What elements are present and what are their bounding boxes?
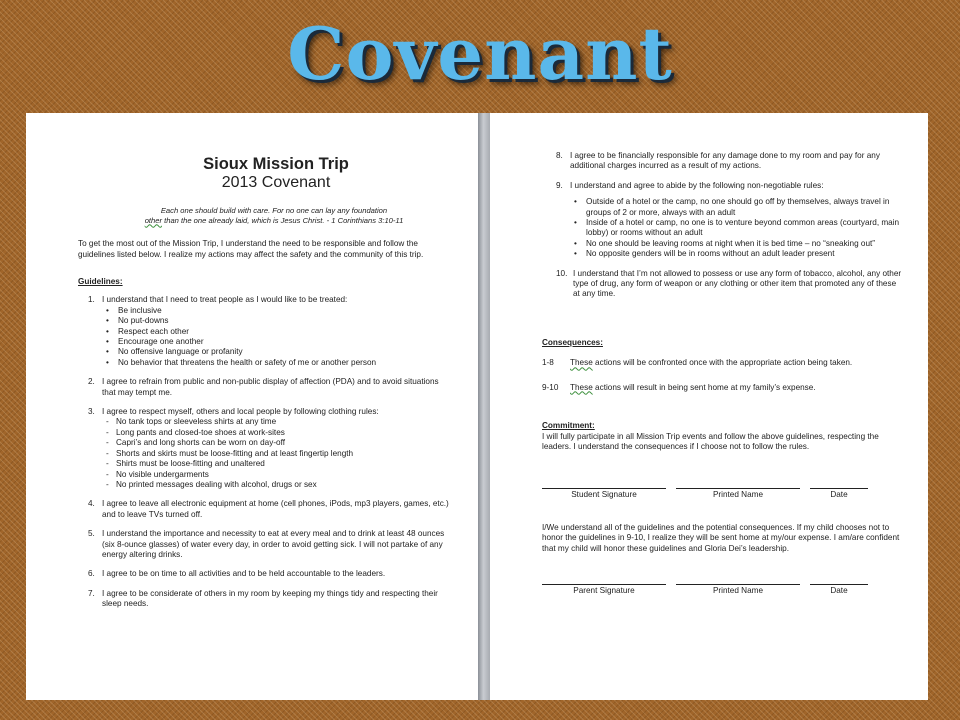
rule-text: I understand the importance and necessity to eat at every meal and to drink at least 48 ounces (six 8-ounce glasses) of water every day, in order to avoid getting sick. I will not partake of any energy altering drinks.	[102, 529, 445, 559]
rule-text: I agree to be financially responsible for any damage done to my room and pay for any additional charges incurred as a result of my actions.	[570, 151, 880, 171]
rule-dash-list	[104, 417, 454, 490]
consequence-these: These	[570, 382, 593, 392]
signature-label: Student Signature	[571, 490, 637, 500]
list-item: - No tank tops or sleeveless shirts at any time	[104, 417, 454, 427]
signature-line	[676, 584, 800, 585]
document-subtitle: 2013 Covenant	[221, 174, 331, 191]
consequence-these: These	[570, 358, 593, 368]
rule-number: 4.	[88, 499, 95, 509]
guidelines-heading: Guidelines:	[78, 277, 123, 286]
list-item: • Encourage one another	[104, 337, 454, 347]
list-item: - Shorts and skirts must be loose-fitting and at least fingertip length	[104, 449, 454, 459]
rule-number: 10.	[556, 268, 568, 278]
list-item: • Be inclusive	[104, 306, 454, 316]
document-page-right	[490, 113, 928, 700]
list-item: • Outside of a hotel or the camp, no one should go off by themselves, always travel in groups of 2 or more, always with an adult	[572, 197, 904, 218]
rule-bullet-list	[572, 197, 904, 259]
verse-line-2: than the one already laid, which is Jesus Christ. - 1 Corinthians 3:10-11	[162, 215, 404, 225]
document-page-left	[26, 113, 478, 700]
signature-line	[542, 488, 666, 489]
commitment-text: I will fully participate in all Mission Trip events and follow the above guidelines, respecting the leaders. I understand the consequences if I choose not to follow the rules.	[542, 431, 879, 451]
date-label: Date	[830, 490, 848, 500]
rule-number: 8.	[556, 151, 563, 160]
list-item: - No printed messages dealing with alcohol, drugs or sex	[104, 480, 454, 490]
guideline-5	[88, 529, 454, 560]
guideline-3	[88, 407, 454, 490]
rule-number: 9.	[556, 180, 563, 190]
rule-number: 1.	[88, 295, 95, 305]
parent-date-field[interactable]	[810, 584, 868, 596]
rule-bullet-list	[104, 306, 454, 368]
list-item: • Inside of a hotel or camp, no one is to venture beyond common areas (courtyard, main lobby) or rooms without an adult	[572, 218, 904, 239]
verse-line-1: Each one should build with care. For no one can lay any foundation	[160, 206, 388, 215]
intro-paragraph: To get the most out of the Mission Trip, I understand the need to be responsible and follow the guidelines listed below. I realize my actions may affect the safety and the community of this trip.	[78, 239, 424, 259]
rule-text: I agree to refrain from public and non-public display of affection (PDA) and to avoid situations that may tempt me.	[102, 377, 439, 397]
rule-number: 3.	[88, 407, 95, 417]
guideline-8	[556, 151, 904, 172]
guideline-6	[88, 569, 454, 579]
rule-text: I agree to be on time to all activities and to be held accountable to the leaders.	[102, 569, 386, 579]
rule-number: 7.	[88, 588, 95, 598]
guideline-9	[556, 181, 904, 260]
printed-name-label: Printed Name	[712, 490, 764, 500]
document-title: Sioux Mission Trip	[203, 155, 349, 173]
guideline-10	[556, 269, 904, 300]
list-item: • No behavior that threatens the health or safety of me or another person	[104, 358, 454, 368]
list-item: - Long pants and closed-toe shoes at work-sites	[104, 428, 454, 438]
rule-text: I agree to leave all electronic equipment at home (cell phones, iPods, mp3 players, games, etc.) and to leave TVs turned off.	[102, 499, 449, 519]
date-label: Date	[830, 585, 848, 595]
verse-other-word: other	[144, 215, 162, 225]
commitment-heading: Commitment:	[542, 421, 595, 431]
rule-text: I understand that I’m not allowed to possess or use any form of tobacco, alcohol, any other type of drug, any form of weapon or any clothing or other item that promoted any of these at any time.	[573, 268, 902, 299]
consequence-range: 1-8	[542, 358, 554, 368]
consequence-row	[542, 383, 904, 393]
list-item: - No visible undergarments	[104, 470, 454, 480]
rule-text: I understand that I need to treat people as I would like to be treated:	[102, 295, 348, 305]
slide-title: Covenant	[287, 11, 673, 96]
consequence-text: actions will be confronted once with the appropriate action being taken.	[592, 358, 853, 368]
printed-name-label: Printed Name	[712, 585, 764, 595]
consequence-range: 9-10	[542, 382, 559, 392]
list-item: • No put-downs	[104, 316, 454, 326]
list-item: - Shirts must be loose-fitting and unaltered	[104, 459, 454, 469]
list-item: • No one should be leaving rooms at night when it is bed time – no “sneaking out”	[572, 239, 904, 249]
student-signature-field[interactable]	[542, 488, 666, 500]
list-item: - Capri’s and long shorts can be worn on day-off	[104, 438, 454, 448]
guideline-7	[88, 589, 454, 610]
parent-signature-row	[542, 584, 904, 596]
parent-printed-name-field[interactable]	[676, 584, 800, 596]
guideline-4	[88, 499, 454, 520]
signature-line	[810, 488, 868, 489]
consequences-heading: Consequences:	[542, 337, 603, 347]
signature-line	[810, 584, 868, 585]
rule-number: 2.	[88, 377, 95, 387]
student-printed-name-field[interactable]	[676, 488, 800, 500]
student-signature-row	[542, 488, 904, 500]
rule-text: I agree to respect myself, others and local people by following clothing rules:	[102, 407, 379, 417]
page-gutter	[478, 113, 490, 700]
signature-line	[676, 488, 800, 489]
rule-text: I agree to be considerate of others in my room by keeping my things tidy and respecting their sleep needs.	[102, 588, 438, 609]
parent-statement: I/We understand all of the guidelines and the potential consequences. If my child chooses not to honor the guidelines in 9-10, I realize they will be sent home at my/our expense. I am/are confident that my child will honor these guidelines and Gloria Dei’s leadership.	[542, 522, 900, 553]
list-item: • No offensive language or profanity	[104, 347, 454, 357]
rule-number: 6.	[88, 569, 95, 579]
consequence-row	[542, 358, 904, 368]
rule-text: I understand and agree to abide by the following non-negotiable rules:	[570, 180, 824, 190]
list-item: • Respect each other	[104, 327, 454, 337]
scripture-verse	[118, 206, 430, 225]
rule-number: 5.	[88, 529, 95, 539]
list-item: • No opposite genders will be in rooms without an adult leader present	[572, 249, 904, 259]
parent-signature-field[interactable]	[542, 584, 666, 596]
signature-label: Parent Signature	[573, 585, 635, 595]
student-date-field[interactable]	[810, 488, 868, 500]
guideline-2	[88, 377, 454, 398]
signature-line	[542, 584, 666, 585]
guideline-1	[88, 295, 454, 368]
consequence-text: actions will result in being sent home at my family’s expense.	[592, 382, 816, 392]
